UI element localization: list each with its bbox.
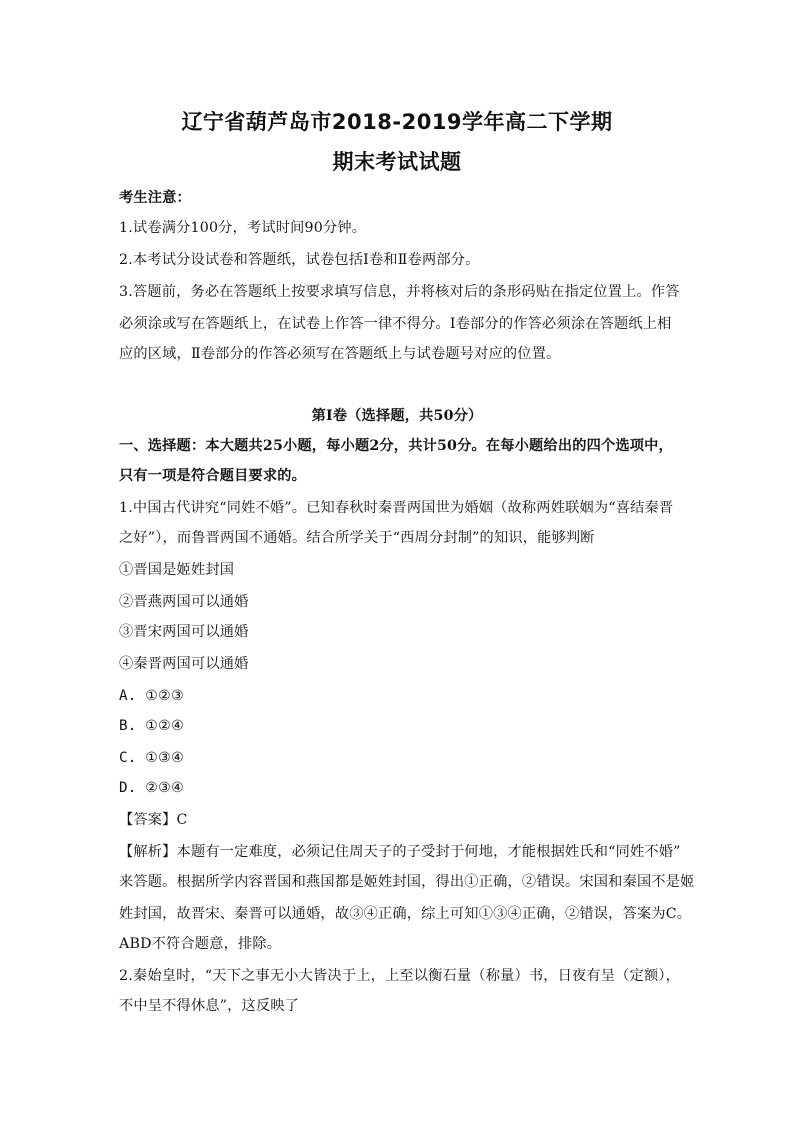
- exam-title: 辽宁省葫芦岛市2018-2019学年高二下学期: [181, 110, 613, 134]
- q1-statement-2: ②晋燕两国可以通婚: [119, 594, 249, 610]
- section-instruction-line-1: 一、选择题：本大题共25小题，每小题2分，共计50分。在每小题给出的四个选项中，: [119, 438, 673, 454]
- q1-explanation-line-4: ABD不符合题意，排除。: [119, 936, 282, 952]
- notice-item-3-line-2: 必须涂或写在答题纸上，在试卷上作答一律不得分。Ⅰ卷部分的作答必须涂在答题纸上相: [119, 316, 672, 332]
- notice-item-3-line-3: 应的区域，Ⅱ卷部分的作答必须写在答题纸上与试卷题号对应的位置。: [119, 346, 561, 362]
- notice-item-3-line-1: 3.答题前，务必在答题纸上按要求填写信息，并将核对后的条形码贴在指定位置上。作答: [119, 284, 680, 300]
- q1-stem-line-1: 1.中国古代讲究“同姓不婚”。已知春秋时秦晋两国世为婚姻（故称两姓联姻为“喜结秦晋: [119, 500, 674, 516]
- q2-stem-line-1: 2.秦始皇时，“天下之事无小大皆决于上，上至以衡石量（称量）书，日夜有呈（定额），: [119, 968, 681, 984]
- q1-statement-3: ③晋宋两国可以通婚: [119, 624, 249, 640]
- q1-explanation-line-3: 姓封国，故晋宋、秦晋可以通婚，故③④正确，综上可知①③④正确，②错误，答案为C。: [119, 906, 692, 922]
- q1-option-a: A. ①②③: [119, 688, 184, 704]
- q1-option-d: D. ②③④: [119, 780, 184, 796]
- section-heading: 第Ⅰ卷（选择题，共50分）: [311, 408, 483, 424]
- q1-option-c: C. ①③④: [119, 750, 184, 766]
- notice-item-2: 2.本考试分设试卷和答题纸，试卷包括Ⅰ卷和Ⅱ卷两部分。: [119, 252, 480, 268]
- q1-answer: 【答案】C: [119, 812, 188, 828]
- q1-option-b: B. ①②④: [119, 718, 184, 734]
- notice-heading: 考生注意：: [119, 190, 191, 206]
- q2-stem-line-2: 不中呈不得休息”，这反映了: [119, 998, 300, 1014]
- notice-item-1: 1.试卷满分100分，考试时间90分钟。: [119, 220, 367, 236]
- q1-statement-1: ①晋国是姬姓封国: [119, 562, 235, 578]
- exam-subtitle: 期末考试试题: [332, 150, 462, 174]
- q1-explanation-line-2: 来答题。根据所学内容晋国和燕国都是姬姓封国，得出①正确，②错误。宋国和秦国不是姬: [119, 874, 695, 890]
- q1-explanation-line-1: 【解析】本题有一定难度，必须记住周天子的子受封于何地，才能根据姓氏和“同姓不婚”: [119, 844, 681, 860]
- section-instruction-line-2: 只有一项是符合题目要求的。: [119, 468, 307, 484]
- q1-stem-line-2: 之好”），而鲁晋两国不通婚。结合所学关于“西周分封制”的知识，能够判断: [119, 530, 595, 546]
- q1-statement-4: ④秦晋两国可以通婚: [119, 656, 249, 672]
